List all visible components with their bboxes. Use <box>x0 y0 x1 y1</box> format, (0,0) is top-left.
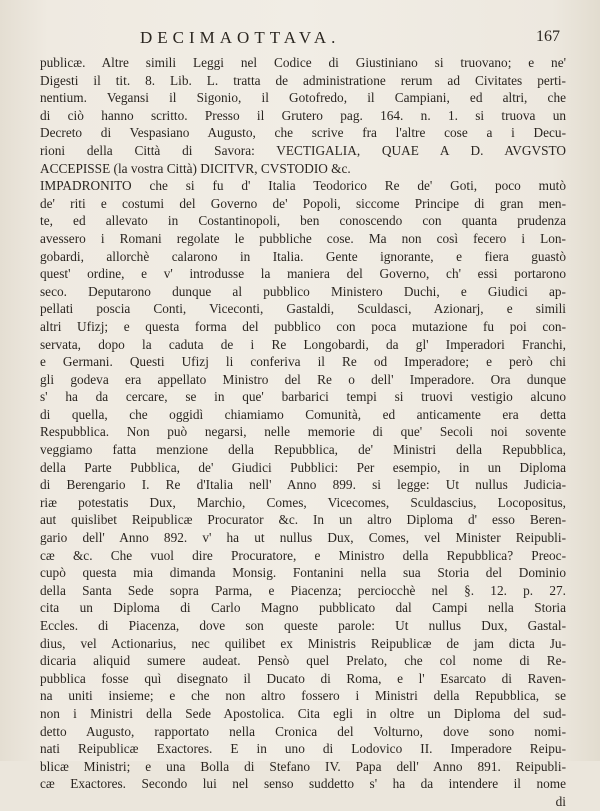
catchword: di <box>555 793 566 809</box>
body-text <box>40 54 566 811</box>
text-line: cita un Diploma di Carlo Magno pubblicato dal Campi nella Storia <box>40 600 566 616</box>
text-line: ACCEPISSE (la vostra Città) DICITVR, CVSTODIO &c. <box>40 160 351 176</box>
text-line: nati Reipublicæ Exactores. E in uno di Lodovico II. Imperadore Reipu- <box>40 741 566 757</box>
text-line: di ciò hanno scritto. Presso il Grutero pag. 164. n. 1. si truova un <box>40 107 566 123</box>
text-line: e Germani. Questi Ufizj li conferiva il Re od Imperadore; e però chi <box>40 354 566 370</box>
text-line: avessero i Romani regolate le pubbliche cose. Ma non così fecero i Lon- <box>40 230 566 246</box>
text-line: servata, dopo la caduta de i Re Longobardi, da gl' Imperadori Franchi, <box>40 336 566 352</box>
text-line: de' riti e costumi del Governo de' Popoli, siccome Principe di gran men- <box>40 195 566 211</box>
text-line: veggiamo fatta menzione della Repubblica, de' Ministri della Repubblica, <box>40 442 566 458</box>
text-line: aut quislibet Reipublicæ Procurator &c. In un altro Diploma d' esso Beren- <box>40 512 566 528</box>
text-line: nentium. Vegansi il Sigonio, il Gotofredo, il Campiani, ed altri, che <box>40 90 566 106</box>
text-line: s' ha da cercare, se in que' barbarici tempi si truovi vestigio alcuno <box>40 389 566 405</box>
text-line: publicæ. Altre simili Leggi nel Codice di Giustiniano si truovano; e ne' <box>40 55 566 70</box>
text-line: riæ potestatis Dux, Marchio, Comes, Vicecomes, Sculdascius, Locopositus, <box>40 494 566 510</box>
text-line: Eccles. di Piacenza, dove son queste parole: Ut nullus Dux, Gastal- <box>40 618 566 633</box>
text-line: gario dell' Anno 892. v' ha ut nullus Dux, Comes, vel Minister Reipubli- <box>40 530 566 546</box>
text-line: della Santa Sede sopra Parma, e Piacenza; perciocchè nel §. 12. p. 27. <box>40 582 566 598</box>
text-line: Decreto di Vespasiano Augusto, che scrive fra l'altre cose a i Decu- <box>40 125 566 141</box>
text-line: Digesti il tit. 8. Lib. L. tratta de administratione rerum ad Civitates perti- <box>40 72 566 88</box>
text-line: gli godeva era appellato Ministro del Re o dell' Imperadore. Ora dunque <box>40 371 566 387</box>
text-line: gobardi, allorchè calarono in Italia. Gente ignorante, e fiera guastò <box>40 248 566 264</box>
text-line: pubblica fosse quì disegnato il Ducato di Roma, e l' Esarcato di Raven- <box>40 670 566 686</box>
text-line: quest' ordine, e v' introdusse la maniera del Governo, ch' essi portarono <box>40 266 566 282</box>
text-line: te, ed allevato in Costantinopoli, ben conoscendo con quanta prudenza <box>40 213 566 229</box>
text-line: dius, vel Actionarius, nec quilibet ex Ministris Reipublicæ de jam dicta Ju- <box>40 635 566 651</box>
text-line: di quella, che oggidì chiamiamo Comunità, ed anticamente era detta <box>40 406 566 422</box>
text-line: della Parte Pubblica, de' Giudici Pubblici: Per esempio, in un Diploma <box>40 459 566 475</box>
text-line: IMPADRONITO che si fu d' Italia Teodorico Re de' Goti, poco mutò <box>40 178 566 194</box>
text-line: cæ Exactores. Secondo lui nel senso suddetto s' ha da intendere il nome <box>40 776 566 792</box>
page-number: 167 <box>536 28 560 45</box>
text-line: di Berengario I. Re d'Italia nell' Anno 899. si legge: Ut nullus Judicia- <box>40 477 566 493</box>
text-line: cæ &c. Che vuol dire Procuratore, e Ministro della Repubblica? Preoc- <box>40 547 566 563</box>
text-line: rioni della Città di Savora: VECTIGALIA, QUAE A D. AVGVSTO <box>40 142 566 158</box>
text-line: detto Augusto, rapportato nella Cronica del Volturno, dove sono nomi- <box>40 723 566 739</box>
text-line: cupò questa mia dimanda Monsig. Fontanini nella sua Storia del Dominio <box>40 565 566 581</box>
text-line: altri Ufizj; e questa forma del pubblico con poca mutazione fu poi con- <box>40 318 566 334</box>
text-line: blicæ Ministri; e una Bolla di Stefano IV. Papa dell' Anno 891. Reipubli- <box>40 758 566 774</box>
text-line: non i Ministri della Sede Apostolica. Cita egli in oltre un Diploma del sud- <box>40 705 566 721</box>
text-line: Respubblica. Non può negarsi, nelle memorie di que' Secoli noi sovente <box>40 424 566 440</box>
text-line: dicaria aliquid sumere audeat. Pensò quel Prelato, che col nome di Re- <box>40 653 566 669</box>
text-line: na uniti insieme; e che non altro fossero i Ministri della Repubblica, se <box>40 688 566 704</box>
text-line: seco. Deputarono dunque al pubblico Ministero Duchi, e Giudici ap- <box>40 283 566 299</box>
page-header <box>40 28 560 52</box>
text-line: pellati poscia Conti, Viceconti, Gastaldi, Sculdasci, Azionarj, e simili <box>40 301 566 317</box>
running-title: DECIMAOTTAVA. <box>140 28 341 47</box>
